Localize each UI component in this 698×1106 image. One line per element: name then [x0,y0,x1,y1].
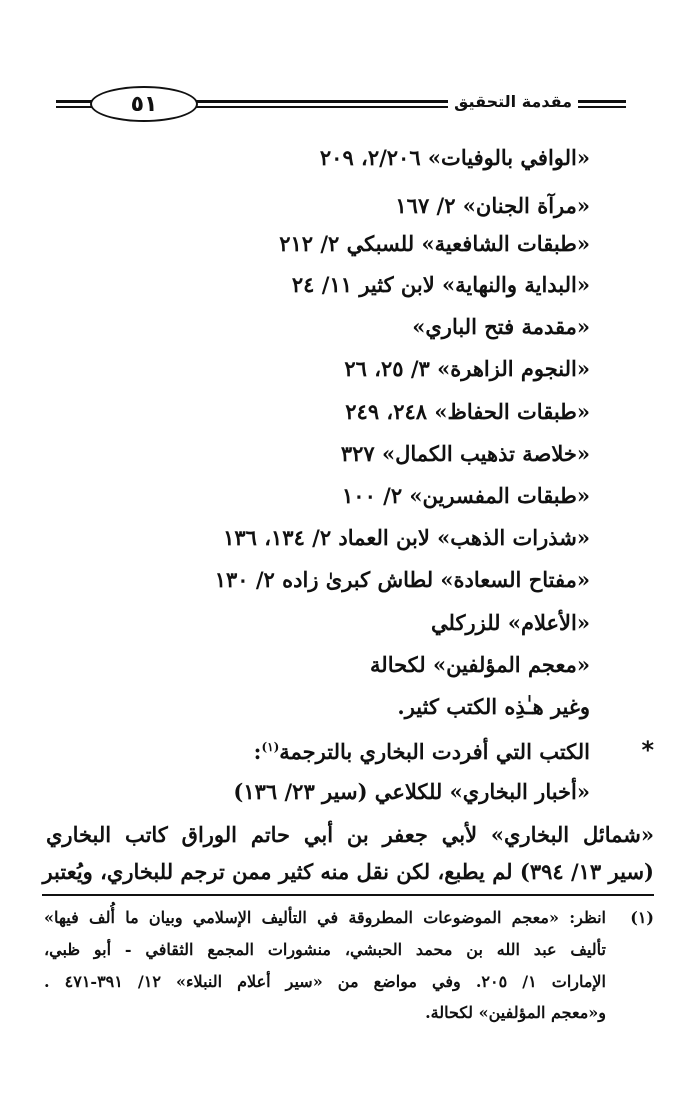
list-item: «الأعلام» للزركلي [431,610,590,635]
list-item: «النجوم الزاهرة» ٣/ ٢٥، ٢٦ [344,356,590,381]
list-item: «البداية والنهاية» لابن كثير ١١/ ٢٤ [291,272,590,297]
list-item: «طبقات الشافعية» للسبكي ٢/ ٢١٢ [279,231,590,256]
list-item: «خلاصة تذهيب الكمال» ٣٢٧ [340,441,590,466]
book-entry: «أخبار البخاري» للكلاعي (سير ٢٣/ ١٣٦) [233,779,590,804]
footnote-line: الإمارات ١/ ٢٠٥. وفي مواضع من «سير أعلام النبلاء» ١٢/ ٣٩١-٤٧١ . [44,972,607,991]
list-item: «معجم المؤلفين» لكحالة [370,652,590,677]
section-heading [254,732,590,767]
list-item: «مفتاح السعادة» لطاش كبرىٰ زاده ٢/ ١٣٠ [214,567,590,592]
footnote-divider [42,894,654,896]
list-item: «مرآة الجنان» ٢/ ١٦٧ [395,193,590,218]
list-item: «طبقات الحفاظ» ٢٤٨، ٢٤٩ [345,399,590,424]
page-number: ٥١ [90,86,198,122]
heading-colon: : [253,739,262,764]
list-item: وغير هـٰذِه الكتب كثير. [397,694,590,719]
book-entry: «شمائل البخاري» لأبي جعفر بن أبي حاتم الوراق كاتب البخاري [46,822,654,847]
list-item: «طبقات المفسرين» ٢/ ١٠٠ [342,483,590,508]
book-entry-continuation: (سير ١٣/ ٣٩٤) لم يطبع، لكن نقل منه كثير ممن ترجم للبخاري، ويُعتبر [42,859,654,884]
list-item: «شذرات الذهب» لابن العماد ٢/ ١٣٤، ١٣٦ [223,525,590,550]
list-item: «مقدمة فتح الباري» [412,314,590,339]
section-heading-text: الكتب التي أفردت البخاري بالترجمة [279,739,590,764]
footnote-line: و«معجم المؤلفين» لكحالة. [425,1003,606,1022]
page-header [56,84,626,124]
footnote-line: انظر: «معجم الموضوعات المطروقة في التأليف الإسلامي وبيان ما أُلف فيها» [44,908,607,927]
running-title: مقدمة التحقيق [448,92,578,111]
list-item: «الوافي بالوفيات» ٢/٢٠٦، ٢٠٩ [319,145,590,170]
section-bullet: * [641,736,654,764]
footnote-line: تأليف عبد الله بن محمد الحبشي، منشورات المجمع الثقافي - أبو ظبي، [44,940,606,959]
footnote-marker: (١) [630,908,654,927]
footnote-reference[interactable]: (١) [261,740,280,754]
